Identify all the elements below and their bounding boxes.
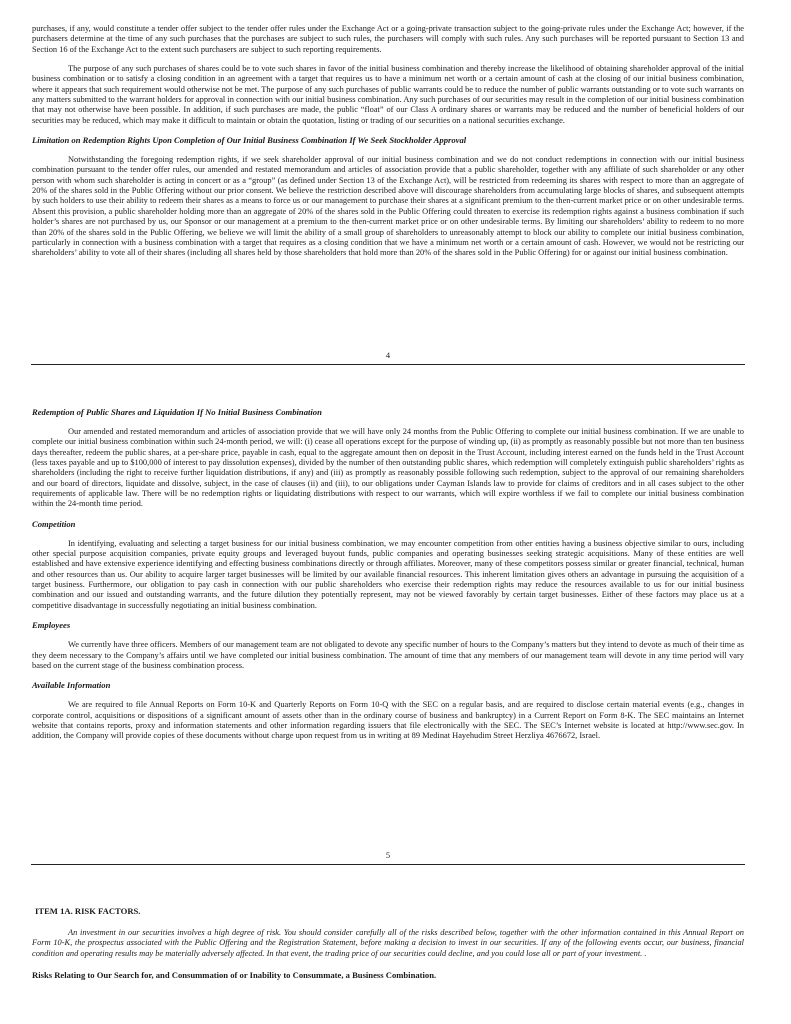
paragraph-available-information: We are required to file Annual Reports on Form 10-K and Quarterly Reports on Form 10-Q with the SEC on a regular basis, and are required to disclose certain material events (e.g., changes in corporate control, acquisitions or dispositions of a significant amount of assets other than in the ordinary course of business and bankruptcy) in a Current Report on Form 8-K. The SEC maintains an Internet website that contains reports, proxy and information statements and other information regarding issuers that file electronically with the SEC. The SEC’s Internet website is located at http://www.sec.gov. In addition, the Company will provide copies of these documents without charge upon request from us in writing at 89 Medinat Hayehudim Street Herzliya 4676672, Israel.	[32, 700, 744, 741]
page-4-section	[32, 24, 744, 259]
page-divider	[31, 864, 745, 865]
paragraph-competition: In identifying, evaluating and selecting a target business for our initial business combination, we may encounter competition from other entities having a business objective similar to ours, including other special purpose acquisition companies, private equity groups and leveraged buyout funds, public companies and operating businesses seeking strategic acquisitions. Many of these entities are well established and have extensive experience identifying and effecting business combinations directly or through affiliates. Moreover, many of these competitors possess similar or greater financial, technical, human and other resources than us. Our ability to acquire larger target businesses will be limited by our available financial resources. This inherent limitation gives others an advantage in pursuing the acquisition of a target business. Furthermore, our obligation to pay cash in connection with our public shareholders who exercise their redemption rights may reduce the resources available to us for our initial business combination and our issued and outstanding warrants, and the future dilution they potentially represent, may not be viewed favorably by certain target businesses. Either of these factors may place us at a competitive disadvantage in successfully negotiating an initial business combination.	[32, 538, 744, 610]
heading-employees: Employees	[32, 620, 71, 631]
page-divider	[31, 364, 745, 365]
item-1a-title: ITEM 1A. RISK FACTORS.	[35, 906, 141, 916]
paragraph-redemption: Our amended and restated memorandum and articles of association provide that we will have only 24 months from the Public Offering to complete our initial business combination. If we are unable to complete our initial business combination within such 24-month period, we will: (i) cease all operations except for the purpose of winding up, (ii) as promptly as reasonably possible but not more than ten business days thereafter, redeem the public shares, at a per-share price, payable in cash, equal to the aggregate amount then on deposit in the Trust Account, including interest earned on the funds held in the Trust Account (less taxes payable and up to $100,000 of interest to pay dissolution expenses), divided by the number of then outstanding public shares, which redemption will completely extinguish public shareholders’ rights as shareholders (including the right to receive further liquidation distributions, if any) and (iii) as promptly as reasonably possible following such redemption, subject to the approval of our remaining shareholders and our board of directors, liquidate and dissolve, subject, in the case of clauses (ii) and (iii), to our obligations under Cayman Islands law to provide for claims of creditors and in all cases subject to the other requirements of applicable law. There will be no redemption rights or liquidating distributions with respect to our warrants, which will expire worthless if we fail to complete our initial business combination within the 24-month time period.	[32, 427, 744, 509]
page-5-section	[32, 407, 744, 742]
paragraph-notwithstanding: Notwithstanding the foregoing redemption rights, if we seek shareholder approval of our initial business combination and we do not conduct redemptions in connection with our initial business combination pursuant to the tender offer rules, our amended and restated memorandum and articles of association provide that a public shareholder, together with any affiliate of such shareholder or any other person with whom such shareholder is acting in concert or as a “group” (as defined under Section 13 of the Exchange Act), will be restricted from redeeming its shares with respect to more than an aggregate of 20% of the shares sold in the Public Offering without our prior consent. We believe the restriction described above will discourage shareholders from accumulating large blocks of shares, and subsequent attempts by such holders to use their ability to redeem their shares as a means to force us or our management to purchase their shares at a significant premium to the then-current market price or on other undesirable terms. Absent this provision, a public shareholder holding more than an aggregate of 20% of the shares sold in the Public Offering could threaten to exercise its redemption rights against a business combination if such holder’s shares are not purchased by us, our Sponsor or our management at a premium to the then-current market price or on other undesirable terms. By limiting our shareholders’ ability to redeem to no more than 20% of the shares sold in the Public Offering, we believe we will limit the ability of a small group of shareholders to unreasonably attempt to block our ability to complete our initial business combination, particularly in connection with a business combination with a target that requires as a closing condition that we have a minimum net worth or a certain amount of cash. However, we would not be restricting our shareholders’ ability to vote all of their shares (including all shares held by those shareholders that hold more than 20% of the shares sold in the Public Offering) for or against our initial business combination.	[32, 155, 744, 258]
paragraph-purchases-tender-offer: purchases, if any, would constitute a tender offer subject to the tender offer rules under the Exchange Act or a going-private transaction subject to the going-private rules under the Exchange Act; however, if the purchasers determine at the time of any such purchases that the purchases are subject to such rules, the purchasers will comply with such rules. Any such purchases will be reported pursuant to Section 13 and Section 16 of the Exchange Act to the extent such purchasers are subject to such reporting requirements.	[32, 24, 744, 54]
page-number-4: 4	[385, 351, 391, 360]
paragraph-risk-factors-intro: An investment in our securities involves a high degree of risk. You should consider carefully all of the risks described below, together with the other information contained in this Annual Report on Form 10-K, the prospectus associated with the Public Offering and the Registration Statement, before making a decision to invest in our securities. If any of the following events occur, our business, financial condition and operating results may be materially adversely affected. In that event, the trading price of our securities could decline, and you could lose all or part of your investment. .	[32, 928, 744, 958]
heading-competition: Competition	[32, 518, 76, 529]
heading-limitation-on-redemption: Limitation on Redemption Rights Upon Completion of Our Initial Business Combination If We Seek Stockholder Approval	[32, 135, 467, 146]
page-break-rule-2	[32, 864, 744, 865]
heading-available-information: Available Information	[32, 680, 111, 691]
heading-redemption-of-public-shares: Redemption of Public Shares and Liquidation If No Initial Business Combination	[32, 407, 322, 417]
page-break-rule-1	[32, 364, 744, 365]
page-4-footer	[32, 351, 744, 361]
paragraph-purpose-of-purchases: The purpose of any such purchases of shares could be to vote such shares in favor of the initial business combination and thereby increase the likelihood of obtaining shareholder approval of the initial business combination or to satisfy a closing condition in an agreement with a target that requires us to have a minimum net worth or a certain amount of cash at the closing of our initial business combination, where it appears that such requirement would otherwise not be met. The purpose of any such purchases of public warrants could be to reduce the number of public warrants outstanding or to vote such warrants on any matters submitted to the warrant holders for approval in connection with our initial business combination. Any such purchases of our securities may result in the completion of our initial business combination that may not otherwise have been possible. In addition, if such purchases are made, the public “float” of our Class A ordinary shares or warrants may be reduced and the number of beneficial holders of our securities may be reduced, which may make it difficult to maintain or obtain the quotation, listing or trading of our securities on a national securities exchange.	[32, 64, 744, 125]
page-6-section	[32, 906, 744, 981]
page-5-footer	[32, 851, 744, 861]
heading-risks-business-combination: Risks Relating to Our Search for, and Consummation of or Inability to Consummate, a Business Combination.	[32, 970, 437, 981]
paragraph-employees: We currently have three officers. Members of our management team are not obligated to devote any specific number of hours to the Company’s matters but they intend to devote as much of their time as they deem necessary to the Company’s affairs until we have completed our initial business combination. The amount of time that any members of our management team will devote in any time period will vary based on the current stage of the business combination process.	[32, 640, 744, 670]
page-number-5: 5	[385, 851, 391, 860]
